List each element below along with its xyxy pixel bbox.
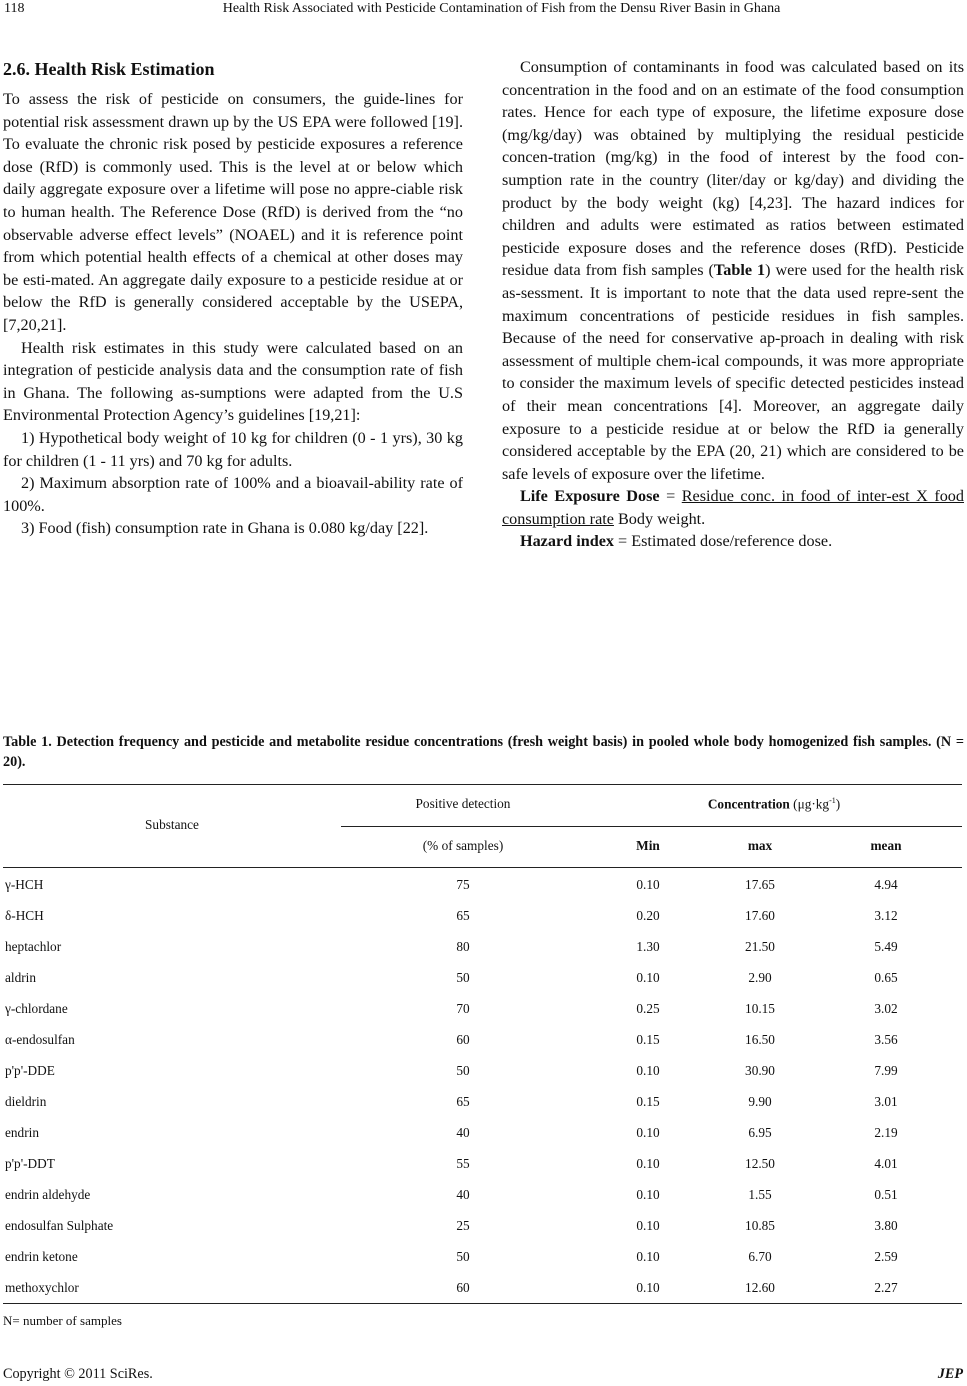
cell-mean: 3.12	[874, 908, 898, 923]
copyright: Copyright © 2011 SciRes.	[3, 1366, 153, 1382]
formula-denominator: Body weight.	[613, 509, 706, 528]
cell-detection: 25	[456, 1218, 470, 1233]
cell-max: 17.60	[745, 908, 775, 923]
page-footer	[3, 1366, 963, 1383]
assumption-1: 1) Hypothetical body weight of 10 kg for children (0 - 1 yrs), 30 kg for children (1 - 11 yrs) and 70 kg for adults.	[3, 428, 463, 470]
cell-mean: 3.56	[874, 1032, 898, 1047]
cell-detection: 40	[456, 1125, 470, 1140]
cell-max: 10.85	[745, 1218, 775, 1233]
cell-mean: 4.94	[874, 877, 898, 892]
cell-max: 9.90	[748, 1094, 772, 1109]
section-title: 2.6. Health Risk Estimation	[3, 59, 215, 79]
header-mean: mean	[870, 838, 902, 853]
cell-min: 0.10	[636, 970, 660, 985]
table-bottom-rule	[3, 1303, 962, 1304]
cell-min: 0.10	[636, 1280, 660, 1295]
cell-mean: 4.01	[874, 1156, 898, 1171]
table-top-rule	[3, 784, 962, 785]
cell-min: 0.10	[636, 1187, 660, 1202]
table-note: N= number of samples	[3, 1313, 122, 1328]
cell-detection: 40	[456, 1187, 470, 1202]
page-number: 118	[4, 1, 25, 16]
cell-mean: 0.51	[874, 1187, 898, 1202]
left-column	[3, 56, 463, 540]
cell-detection: 65	[456, 908, 470, 923]
header-substance: Substance	[145, 817, 199, 832]
header-min: Min	[636, 838, 660, 853]
cell-substance: aldrin	[5, 970, 37, 985]
formula-life-exposure-dose: Life Exposure Dose = Residue conc. in food of inter-est X food consumption rate Body weight.	[502, 487, 964, 528]
cell-max: 1.55	[748, 1187, 772, 1202]
cell-substance: endrin ketone	[5, 1249, 78, 1264]
cell-detection: 60	[456, 1032, 470, 1047]
cell-substance: methoxychlor	[5, 1280, 79, 1295]
cell-min: 0.10	[636, 1125, 660, 1140]
cell-mean: 0.65	[874, 970, 898, 985]
assumption-2: 2) Maximum absorption rate of 100% and a bioavail-ability rate of 100%.	[3, 474, 463, 515]
cell-min: 0.10	[636, 1249, 660, 1264]
cell-detection: 65	[456, 1094, 470, 1109]
cell-max: 16.50	[745, 1032, 775, 1047]
running-title: Health Risk Associated with Pesticide Contamination of Fish from the Densu River Basin in Ghana	[222, 1, 781, 16]
cell-mean: 3.80	[874, 1218, 898, 1233]
header-positive-detection: Positive detection	[415, 796, 511, 811]
cell-substance: δ-HCH	[5, 908, 44, 923]
cell-detection: 75	[456, 877, 470, 892]
right-column	[502, 56, 964, 553]
header-concentration: Concentration $(\mu g\cdot kg^{-1})$	[707, 796, 841, 812]
paragraph: Health risk estimates in this study were calculated based on an integration of pesticide analysis data and the consumption rate of fish in Ghana. The following as-sumptions were adapted from the U.S Environmental Protection Agency’s guidelines [19,21]:	[3, 338, 463, 425]
cell-min: 1.30	[636, 939, 660, 954]
cell-mean: 5.49	[874, 939, 898, 954]
cell-min: 0.10	[636, 1156, 660, 1171]
cell-substance: dieldrin	[5, 1094, 47, 1109]
cell-max: 30.90	[745, 1063, 775, 1078]
cell-min: 0.10	[636, 877, 660, 892]
cell-detection: 80	[456, 939, 470, 954]
cell-mean: 3.02	[874, 1001, 898, 1016]
cell-max: 6.95	[748, 1125, 772, 1140]
cell-detection: 50	[456, 970, 470, 985]
journal-abbrev: JEP	[937, 1366, 963, 1382]
cell-substance: heptachlor	[5, 939, 62, 954]
table-caption: Table 1. Detection frequency and pesticide and metabolite residue concentrations (fresh weight basis) in pooled whole body homogenized fish samples. (N = 20).	[3, 734, 964, 770]
table-header-rule	[3, 867, 962, 868]
cell-min: 0.20	[636, 908, 660, 923]
assumption-3: 3) Food (fish) consumption rate in Ghana is 0.080 kg/day [22].	[21, 519, 429, 538]
cell-substance: endosulfan Sulphate	[5, 1218, 114, 1233]
cell-substance: γ-chlordane	[5, 1001, 68, 1016]
cell-mean: 2.19	[874, 1125, 898, 1140]
cell-min: 0.15	[636, 1094, 660, 1109]
cell-max: 6.70	[748, 1249, 772, 1264]
running-header	[0, 0, 967, 22]
cell-max: 10.15	[745, 1001, 775, 1016]
cell-max: 2.90	[748, 970, 772, 985]
cell-max: 21.50	[745, 939, 775, 954]
cell-min: 0.10	[636, 1218, 660, 1233]
formula-numerator: Residue conc. in food of inter-est X food consumption rate	[502, 487, 964, 528]
paragraph: To assess the risk of pesticide on consumers, the guide-lines for potential risk assessment drawn up by the US EPA were followed [19]. To evaluate the chronic risk posed by pesticide exposures a reference dose (RfD) is commonly used. This is the level at or below which daily aggregate exposure over a lifetime will pose no appre-ciable risk to human health. The Reference Dose (RfD) is derived from the “no observable adverse effect levels” (NOAEL) and it is reference point from which potential health effects of a chemical at other doses may be esti-mated. An aggregate daily exposure to a pesticide residue at or below the RfD is generally considered acceptable by the USEPA, [7,20,21].	[3, 90, 463, 334]
cell-substance: γ-HCH	[5, 877, 44, 892]
table-header-subrule	[341, 826, 962, 827]
header-max: max	[747, 838, 773, 853]
cell-max: 12.50	[745, 1156, 775, 1171]
cell-substance: p'p'-DDT	[5, 1156, 55, 1171]
cell-detection: 50	[456, 1249, 470, 1264]
cell-detection: 70	[456, 1001, 470, 1016]
cell-max: 17.65	[745, 877, 775, 892]
cell-detection: 50	[456, 1063, 470, 1078]
cell-substance: endrin aldehyde	[5, 1187, 91, 1202]
cell-detection: 60	[456, 1280, 470, 1295]
cell-mean: 2.27	[874, 1280, 898, 1295]
table-reference: Table 1	[713, 261, 766, 280]
cell-min: 0.10	[636, 1063, 660, 1078]
cell-min: 0.15	[636, 1032, 660, 1047]
formula-hazard-index: Hazard index = Estimated dose/reference dose.	[520, 532, 833, 551]
cell-mean: 3.01	[874, 1094, 898, 1109]
paragraph: Consumption of contaminants in food was calculated based on its concentration in the food and on an estimate of the food consumption rates. Hence for each type of exposure, the lifetime exposure dose (mg/kg/day) was obtained by multiplying the residual pesticide concen-tration (mg/kg) in the food of interest by the food con-sumption rate in the country (liter/day or kg/day) and dividing the product by the body weight (kg) [4,23]. The hazard indices for children and adults were estimated as ratios between estimated pesticide exposure doses and the reference doses (RfD). Pesticide residue data from fish samples (Table 1) were used for the health risk as-sessment. It is important to note that the data used repre-sent the maximum concentrations of pesticide residues in fish samples. Because of the need for conservative ap-proach in dealing with risk assessment of multiple chem-ical compounds, it was more appropriate to consider the maximum levels of specific detected pesticides instead of their mean concentrations [4]. Moreover, an aggregate daily exposure to a pesticide residue at or below the RfD ia generally considered acceptable by the EPA (20, 21) which are considered to be safe levels of exposure over the lifetime.	[502, 58, 964, 483]
cell-min: 0.25	[636, 1001, 660, 1016]
cell-mean: 2.59	[874, 1249, 898, 1264]
header-percent-samples: (% of samples)	[422, 838, 504, 853]
cell-mean: 7.99	[874, 1063, 898, 1078]
cell-detection: 55	[456, 1156, 470, 1171]
cell-max: 12.60	[745, 1280, 775, 1295]
cell-substance: endrin	[5, 1125, 39, 1140]
cell-substance: α-endosulfan	[5, 1032, 75, 1047]
cell-substance: p'p'-DDE	[5, 1063, 55, 1078]
